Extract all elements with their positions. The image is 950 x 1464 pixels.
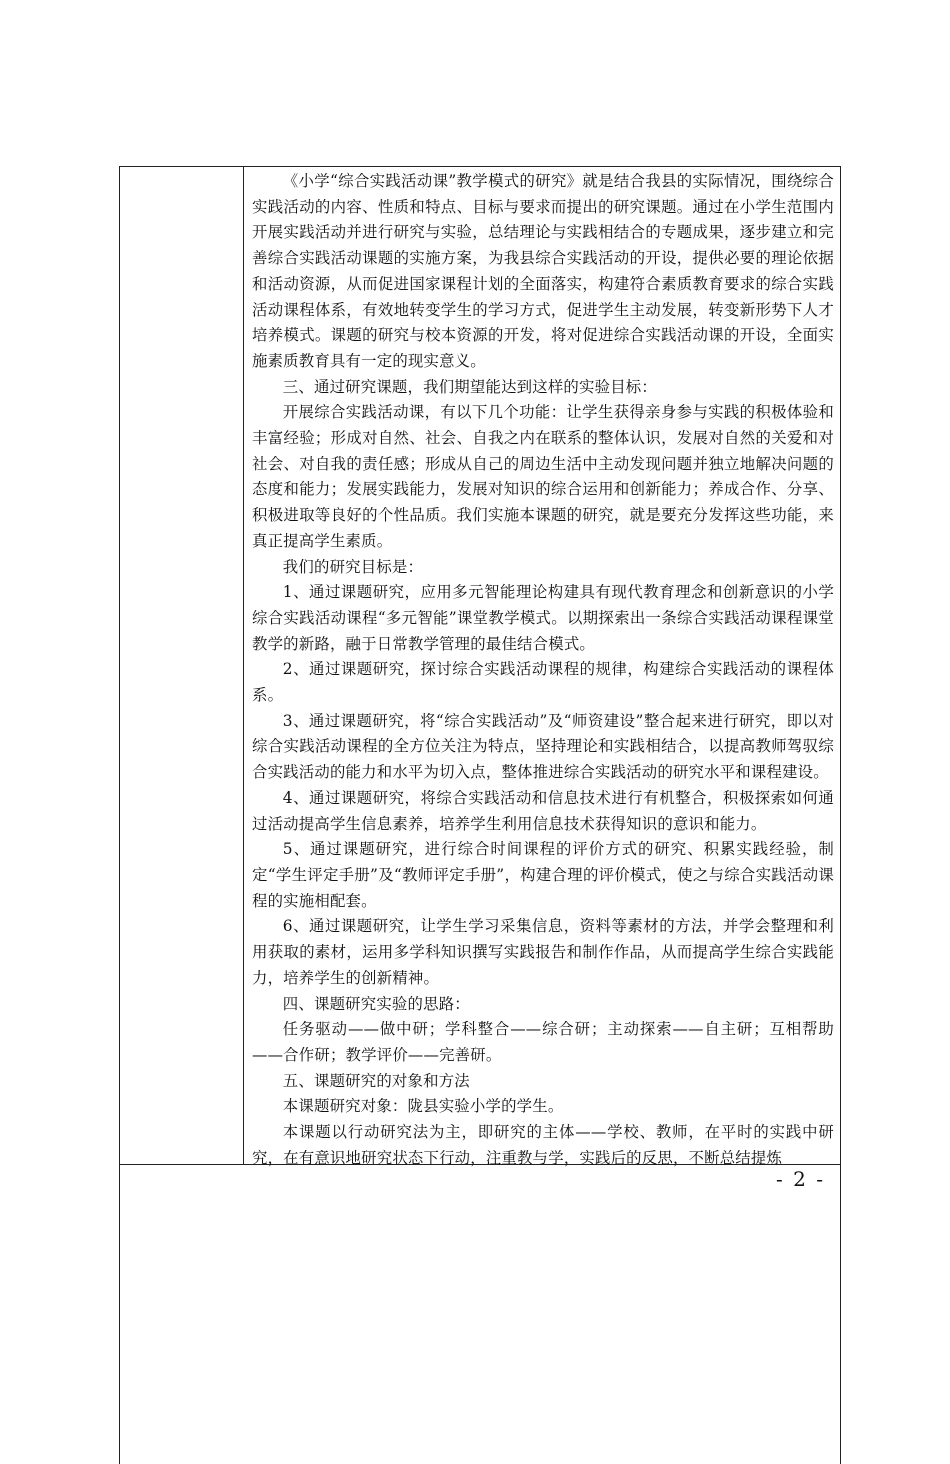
paragraph: 本课题以行动研究法为主，即研究的主体——学校、教师，在平时的实践中研究，在有意识地研究状态下行动，注重教与学，实践后的反思，不断总结提炼 — [252, 1123, 834, 1167]
list-item: 6、通过课题研究，让学生学习采集信息，资料等素材的方法，并学会整理和利用获取的素材，运用多学科知识撰写实践报告和制作作品，从而提高学生综合实践能力，培养学生的创新精神。 — [252, 917, 834, 987]
section-heading: 四、课题研究实验的思路： — [282, 994, 470, 1013]
column-divider — [243, 166, 244, 1164]
section-heading: 三、通过研究课题，我们期望能达到这样的实验目标： — [282, 377, 657, 396]
table-content-cell — [252, 169, 834, 1171]
list-item: 5、通过课题研究，进行综合时间课程的评价方式的研究、积累实践经验，制定“学生评定手册”及“教师评定手册”，构建合理的评价模式，使之与综合实践活动课程的实施相配套。 — [252, 840, 834, 910]
paragraph: 我们的研究目标是： — [282, 557, 424, 576]
list-item: 2、通过课题研究，探讨综合实践活动课程的规律，构建综合实践活动的课程体系。 — [252, 660, 834, 705]
paragraph: 开展综合实践活动课，有以下几个功能：让学生获得亲身参与实践的积极体验和丰富经验；形成对自然、社会、自我之内在联系的整体认识，发展对自然的关爱和对社会、对自我的责任感；形成从自己的周边生活中主动发现问题并独立地解决问题的态度和能力；发展实践能力，发展对知识的综合运用和创新能力；养成合作、分享、积极进取等良好的个性品质。我们实施本课题的研究，就是要充分发挥这些功能，来真正提高学生素质。 — [252, 403, 834, 550]
paragraph: 《小学“综合实践活动课”教学模式的研究》就是结合我县的实际情况，围绕综合实践活动的内容、性质和特点、目标与要求而提出的研究课题。通过在小学生范围内开展实践活动并进行研究与实验，总结理论与实践相结合的专题成果，逐步建立和完善综合实践活动课题的实施方案，为我县综合实践活动的开设，提供必要的理论依据和活动资源，从而促进国家课程计划的全面落实，构建符合素质教育要求的综合实践活动课程体系，有效地转变学生的学习方式，促进学生主动发展，转变新形势下人才培养模式。课题的研究与校本资源的开发，将对促进综合实践活动课的开设，全面实施素质教育具有一定的现实意义。 — [252, 172, 834, 370]
list-item: 3、通过课题研究，将“综合实践活动”及“师资建设”整合起来进行研究，即以对综合实践活动课程的全方位关注为特点，坚持理论和实践相结合，以提高教师驾驭综合实践活动的能力和水平为切入点，整体推进综合实践活动的研究水平和课程建设。 — [252, 711, 834, 782]
paragraph: 任务驱动——做中研；学科整合——综合研；主动探索——自主研；互相帮助——合作研；教学评价——完善研。 — [252, 1020, 834, 1064]
section-heading: 五、课题研究的对象和方法 — [282, 1071, 470, 1090]
page-number: - 2 - — [776, 1167, 825, 1191]
paragraph: 本课题研究对象：陇县实验小学的学生。 — [282, 1097, 564, 1116]
list-item: 4、通过课题研究，将综合实践活动和信息技术进行有机整合，积极探索如何通过活动提高学生信息素养，培养学生利用信息技术获得知识的意识和能力。 — [252, 788, 834, 833]
list-item: 1、通过课题研究，应用多元智能理论构建具有现代教育理念和创新意识的小学综合实践活动课程“多元智能”课堂教学模式。以期探索出一条综合实践活动课程课堂教学的新路，融于日常教学管理的最佳结合模式。 — [252, 583, 834, 653]
